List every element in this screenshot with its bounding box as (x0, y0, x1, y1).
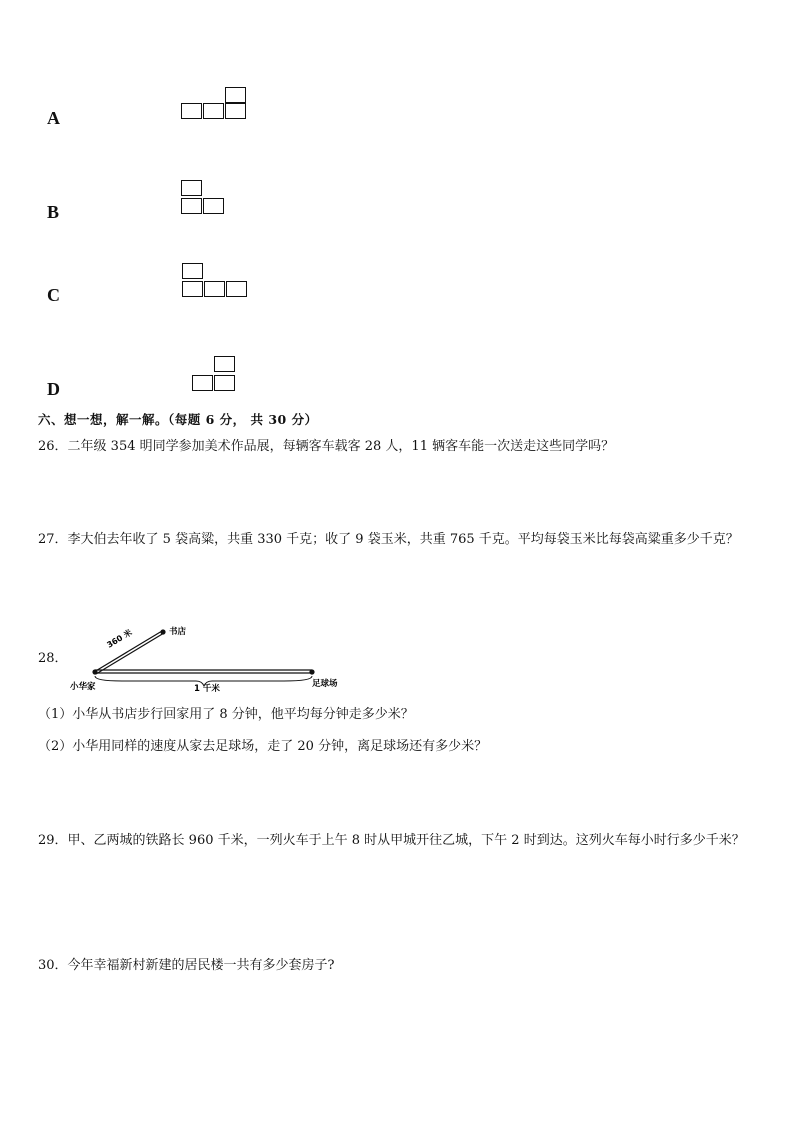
square-cell (214, 356, 235, 372)
question-28-part-2: （2）小华用同样的速度从家去足球场，走了 20 分钟，离足球场还有多少米？ (38, 739, 488, 754)
square-cell (192, 375, 213, 391)
bookstore-point-icon (160, 629, 165, 634)
square-cell (225, 87, 246, 103)
question-26: 26．二年级 354 明同学参加美术作品展，每辆客车载客 28 人，11 辆客车能一次送走这些同学吗？ (38, 439, 615, 454)
square-cell (181, 103, 202, 119)
square-cell (203, 103, 224, 119)
home-point-icon (92, 669, 97, 674)
route-diagram (62, 622, 362, 692)
square-cell (225, 103, 246, 119)
square-cell (214, 375, 235, 391)
home-label: 小华家 (70, 682, 96, 692)
option-a-label: A (47, 108, 60, 128)
distance-bookstore-label: 360 米 (105, 627, 134, 650)
square-cell (182, 263, 203, 279)
question-27: 27．李大伯去年收了 5 袋高粱，共重 330 千克；收了 9 袋玉米，共重 765 千克。平均每袋玉米比每袋高粱重多少千克？ (38, 532, 739, 547)
distance-stadium-label: 1 千米 (194, 684, 220, 692)
stadium-label: 足球场 (312, 679, 338, 689)
question-30: 30．今年幸福新村新建的居民楼一共有多少套房子? (38, 958, 335, 973)
question-28-number: 28． (38, 651, 68, 666)
question-29: 29．甲、乙两城的铁路长 960 千米，一列火车于上午 8 时从甲城开往乙城，下午 2 时到达。这列火车每小时行多少千米？ (38, 833, 745, 848)
option-d-label: D (47, 379, 60, 399)
stadium-point-icon (309, 669, 314, 674)
bookstore-label: 书店 (169, 627, 187, 637)
square-cell (182, 281, 203, 297)
square-cell (203, 198, 224, 214)
square-cell (181, 180, 202, 196)
square-cell (181, 198, 202, 214)
square-cell (226, 281, 247, 297)
section-title: 六、想一想，解一解。（每题 6 分， 共 30 分） (38, 412, 318, 427)
option-b-label: B (47, 202, 60, 222)
path-home-bookstore-edge (96, 633, 164, 674)
square-cell (204, 281, 225, 297)
question-28-part-1: （1）小华从书店步行回家用了 8 分钟，他平均每分钟走多少米？ (38, 707, 414, 722)
option-c-label: C (47, 285, 60, 305)
